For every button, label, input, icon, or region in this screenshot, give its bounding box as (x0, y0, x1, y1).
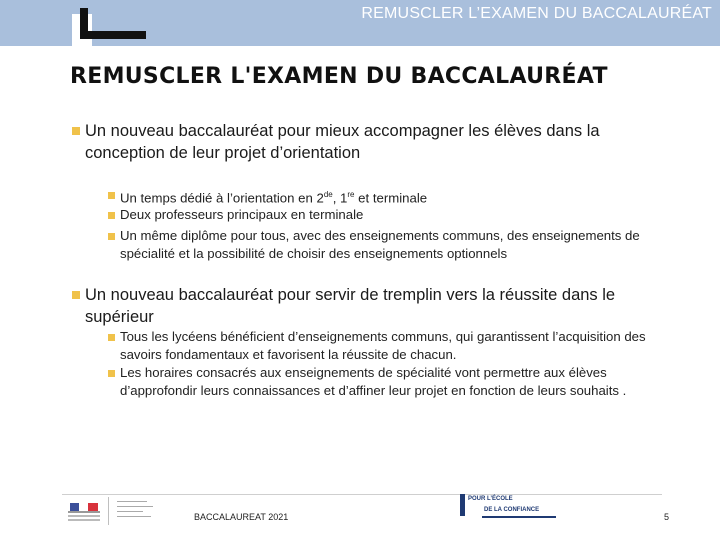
logo-text-line-1: POUR L’ÉCOLE (468, 496, 513, 502)
bullet-square-icon (108, 192, 115, 199)
banner-title: REMUSCLER L’EXAMEN DU BACCALAURÉAT (361, 5, 712, 22)
footer-divider (62, 494, 662, 495)
sub-bullet-1-2 (108, 206, 680, 224)
bullet-square-icon (72, 127, 80, 135)
ministry-logo-icon (108, 497, 161, 525)
bullet-square-icon (72, 291, 80, 299)
sub-bullet-2-2 (108, 364, 680, 399)
main-bullet-text: Un nouveau baccalauréat pour servir de tremplin vers la réussite dans le supérieur (85, 286, 616, 326)
ecole-confiance-logo (460, 494, 556, 524)
bullet-square-icon (108, 370, 115, 377)
main-bullet-1 (72, 120, 672, 164)
sub-bullet-1-1 (108, 186, 680, 207)
main-bullet-2 (72, 284, 672, 328)
sub-bullet-2-1 (108, 328, 680, 363)
page-number: 5 (664, 512, 670, 522)
bullet-square-icon (108, 212, 115, 219)
sub-bullet-text: Deux professeurs principaux en terminale (120, 207, 364, 222)
sub-bullet-text: Un temps dédié à l’orientation en 2de, 1re et terminale (120, 190, 428, 206)
brand-logo-icon (72, 8, 152, 48)
sub-bullet-text: Un même diplôme pour tous, avec des enseignements communs, des enseignements de spécialité et la possibilité de choisir des enseignements optionnels (120, 228, 640, 261)
bullet-square-icon (108, 334, 115, 341)
bullet-square-icon (108, 233, 115, 240)
slide-title: REMUSCLER L'EXAMEN DU BACCALAURÉAT (70, 64, 608, 89)
sub-bullet-text: Tous les lycéens bénéficient d’enseignements communs, qui garantissent l’acquisition des savoirs fondamentaux et favorisent la réussite de chacun. (120, 329, 646, 362)
logo-text-line-2: DE LA CONFIANCE (484, 507, 540, 513)
republique-logo-icon (64, 497, 104, 525)
main-bullet-text: Un nouveau baccalauréat pour mieux accompagner les élèves dans la conception de leur projet d’orientation (85, 122, 600, 162)
footer-label: BACCALAUREAT 2021 (194, 512, 289, 522)
header-banner (0, 0, 720, 46)
sub-bullet-1-3 (108, 227, 680, 262)
sub-bullet-text: Les horaires consacrés aux enseignements de spécialité vont permettre aux élèves d’approfondir leurs connaissances et d’affiner leur projet en fonction de leurs souhaits . (120, 365, 627, 398)
